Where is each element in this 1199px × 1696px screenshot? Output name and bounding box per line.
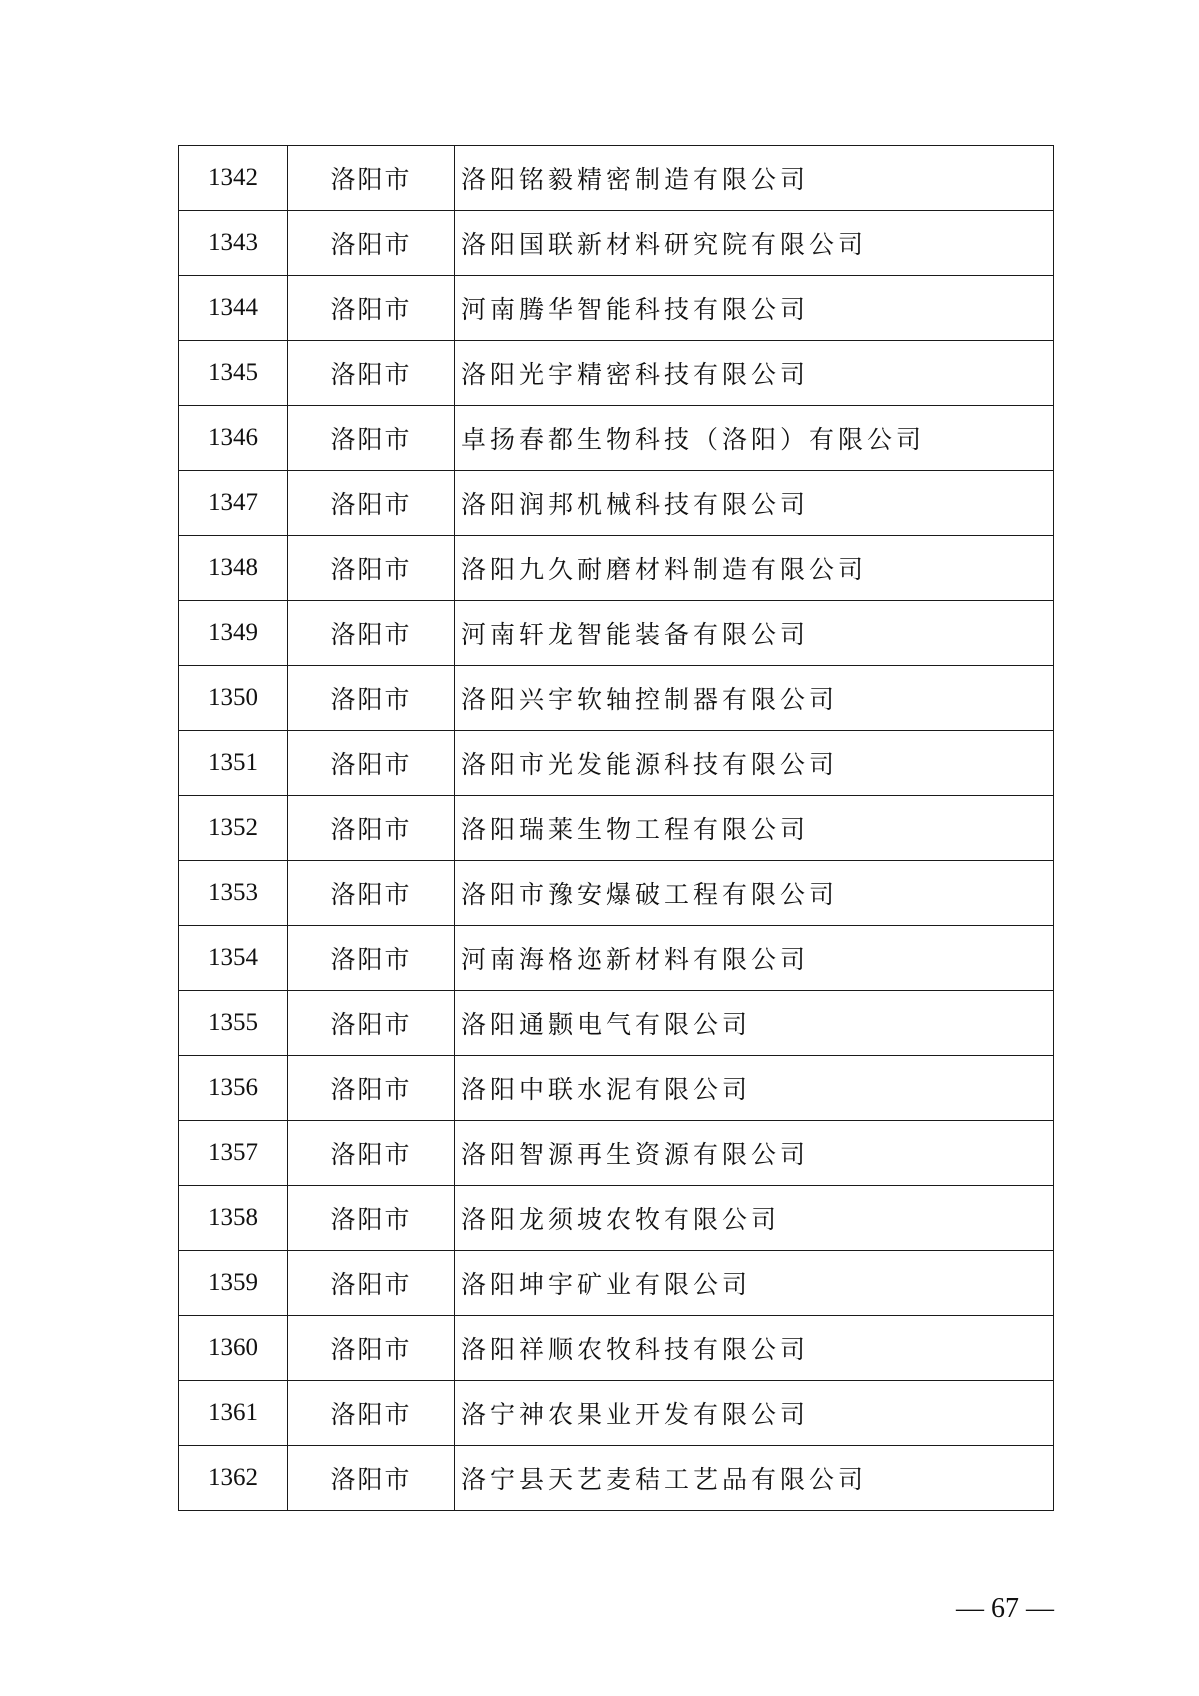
row-city: 洛阳市 (288, 1381, 455, 1446)
table-row (179, 406, 1054, 471)
row-company-name: 河南轩龙智能装备有限公司 (455, 601, 1054, 666)
row-number: 1345 (179, 341, 288, 406)
table-row (179, 601, 1054, 666)
row-city: 洛阳市 (288, 146, 455, 211)
row-number: 1343 (179, 211, 288, 276)
table-row (179, 536, 1054, 601)
table-row (179, 926, 1054, 991)
row-number: 1354 (179, 926, 288, 991)
table-row (179, 341, 1054, 406)
row-company-name: 洛宁神农果业开发有限公司 (455, 1381, 1054, 1446)
row-number: 1347 (179, 471, 288, 536)
row-city: 洛阳市 (288, 471, 455, 536)
table-row (179, 1446, 1054, 1511)
row-company-name: 洛阳润邦机械科技有限公司 (455, 471, 1054, 536)
row-city: 洛阳市 (288, 211, 455, 276)
table-row (179, 471, 1054, 536)
table-row (179, 1121, 1054, 1186)
table-row (179, 1251, 1054, 1316)
row-company-name: 洛阳市豫安爆破工程有限公司 (455, 861, 1054, 926)
row-company-name: 洛阳龙须坡农牧有限公司 (455, 1186, 1054, 1251)
row-city: 洛阳市 (288, 666, 455, 731)
row-number: 1361 (179, 1381, 288, 1446)
row-company-name: 河南腾华智能科技有限公司 (455, 276, 1054, 341)
row-company-name: 洛阳坤宇矿业有限公司 (455, 1251, 1054, 1316)
row-company-name: 洛阳通颢电气有限公司 (455, 991, 1054, 1056)
row-number: 1358 (179, 1186, 288, 1251)
row-company-name: 洛阳国联新材料研究院有限公司 (455, 211, 1054, 276)
row-company-name: 洛阳兴宇软轴控制器有限公司 (455, 666, 1054, 731)
row-city: 洛阳市 (288, 341, 455, 406)
row-city: 洛阳市 (288, 731, 455, 796)
row-city: 洛阳市 (288, 406, 455, 471)
table-row (179, 276, 1054, 341)
row-city: 洛阳市 (288, 796, 455, 861)
row-city: 洛阳市 (288, 536, 455, 601)
table-row (179, 731, 1054, 796)
row-number: 1356 (179, 1056, 288, 1121)
table-row (179, 1186, 1054, 1251)
row-number: 1362 (179, 1446, 288, 1511)
row-number: 1342 (179, 146, 288, 211)
row-company-name: 洛阳九久耐磨材料制造有限公司 (455, 536, 1054, 601)
row-city: 洛阳市 (288, 926, 455, 991)
row-company-name: 洛阳光宇精密科技有限公司 (455, 341, 1054, 406)
row-number: 1355 (179, 991, 288, 1056)
row-company-name: 洛阳瑞莱生物工程有限公司 (455, 796, 1054, 861)
row-company-name: 洛宁县天艺麦秸工艺品有限公司 (455, 1446, 1054, 1511)
row-city: 洛阳市 (288, 1056, 455, 1121)
table-row (179, 666, 1054, 731)
row-company-name: 洛阳智源再生资源有限公司 (455, 1121, 1054, 1186)
row-company-name: 河南海格迩新材料有限公司 (455, 926, 1054, 991)
row-number: 1360 (179, 1316, 288, 1381)
row-number: 1350 (179, 666, 288, 731)
row-city: 洛阳市 (288, 861, 455, 926)
table-row (179, 991, 1054, 1056)
table-row (179, 1381, 1054, 1446)
row-city: 洛阳市 (288, 601, 455, 666)
row-city: 洛阳市 (288, 991, 455, 1056)
row-number: 1359 (179, 1251, 288, 1316)
table-row (179, 861, 1054, 926)
row-city: 洛阳市 (288, 276, 455, 341)
row-number: 1349 (179, 601, 288, 666)
row-city: 洛阳市 (288, 1186, 455, 1251)
row-company-name: 洛阳铭毅精密制造有限公司 (455, 146, 1054, 211)
row-company-name: 卓扬春都生物科技（洛阳）有限公司 (455, 406, 1054, 471)
row-city: 洛阳市 (288, 1446, 455, 1511)
row-company-name: 洛阳中联水泥有限公司 (455, 1056, 1054, 1121)
row-number: 1344 (179, 276, 288, 341)
table-row (179, 1316, 1054, 1381)
row-number: 1351 (179, 731, 288, 796)
page-number: — 67 — (956, 1593, 1054, 1624)
row-number: 1346 (179, 406, 288, 471)
row-city: 洛阳市 (288, 1316, 455, 1381)
row-company-name: 洛阳祥顺农牧科技有限公司 (455, 1316, 1054, 1381)
row-number: 1348 (179, 536, 288, 601)
company-list-table (178, 145, 1054, 1511)
row-number: 1353 (179, 861, 288, 926)
table-row (179, 1056, 1054, 1121)
row-city: 洛阳市 (288, 1251, 455, 1316)
row-number: 1352 (179, 796, 288, 861)
table-body (179, 146, 1054, 1511)
row-company-name: 洛阳市光发能源科技有限公司 (455, 731, 1054, 796)
table-row (179, 796, 1054, 861)
row-city: 洛阳市 (288, 1121, 455, 1186)
table-row (179, 211, 1054, 276)
table-row (179, 146, 1054, 211)
row-number: 1357 (179, 1121, 288, 1186)
